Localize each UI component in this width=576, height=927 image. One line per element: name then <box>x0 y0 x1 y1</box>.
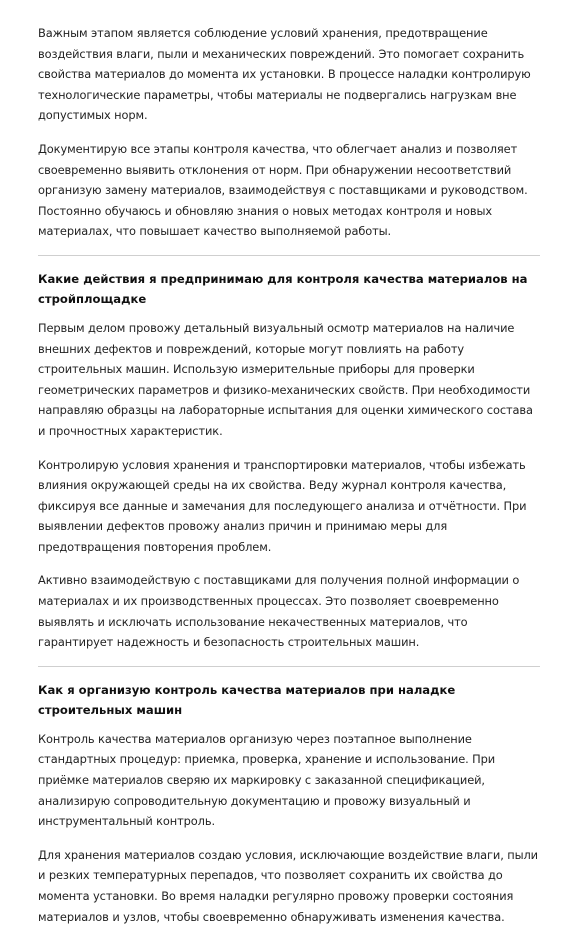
section-divider <box>38 666 540 667</box>
section-paragraph: Активно взаимодействую с поставщиками для получения полной информации о материалах и их производственных процессах. Это позволяет своевременно выявлять и исключать использование некачественных материалов, что гарантирует надежность и безопасность строительных машин. <box>38 573 520 650</box>
section-divider <box>38 255 540 256</box>
section-paragraph: Контролирую условия хранения и транспортировки материалов, чтобы избежать влияния окружающей среды на их свойства. Веду журнал контроля качества, фиксируя все данные и замечания для последующего анализа и отчётности. При выявлении дефектов провожу анализ причин и принимаю меры для предотвращения повторения проблем. <box>38 457 527 554</box>
section-paragraph: Контроль качества материалов организую через поэтапное выполнение стандартных процедур: приемка, проверка, хранение и использование. При приёмке материалов сверяю их маркировку с заказанной спецификацией, анализирую сопроводительную документацию и провожу визуальный и инструментальный контроль. <box>38 731 496 829</box>
section-heading: Какие действия я предпринимаю для контроля качества материалов на стройплощадке <box>38 271 528 306</box>
quality-actions-section <box>38 269 540 653</box>
quality-organization-section <box>38 680 540 927</box>
intro-paragraph-2: Документирую все этапы контроля качества, что облегчает анализ и позволяет своевременно выявить отклонения от норм. При обнаружении несоответствий организую замену материалов, взаимодействуя с поставщиками и руководством. Постоянно обучаюсь и обновляю знания о новых методах контроля и новых материалах, что повышает качество выполняемой работы. <box>38 141 528 239</box>
intro-paragraph-1: Важным этапом является соблюдение условий хранения, предотвращение воздействия влаги, пыли и механических повреждений. Это помогает сохранить свойства материалов до момента их установки. В процессе наладки контролирую технологические параметры, чтобы материалы не подвергались нагрузкам вне допустимых норм. <box>38 26 531 123</box>
section-heading: Как я организую контроль качества материалов при наладке строительных машин <box>38 682 456 717</box>
section-paragraph: Для хранения материалов создаю условия, исключающие воздействие влаги, пыли и резких температурных перепадов, что позволяет сохранить их свойства до момента установки. Во время наладки регулярно провожу проверки состояния материалов и узлов, чтобы своевременно обнаруживать изменения качества. <box>38 847 538 924</box>
intro-section <box>38 23 540 242</box>
section-paragraph: Первым делом провожу детальный визуальный осмотр материалов на наличие внешних дефектов и повреждений, которые могут повлиять на работу строительных машин. Использую измерительные приборы для проверки геометрических параметров и физико-механических свойств. При необходимости направляю образцы на лабораторные испытания для оценки химического состава и прочностных характеристик. <box>38 320 533 438</box>
